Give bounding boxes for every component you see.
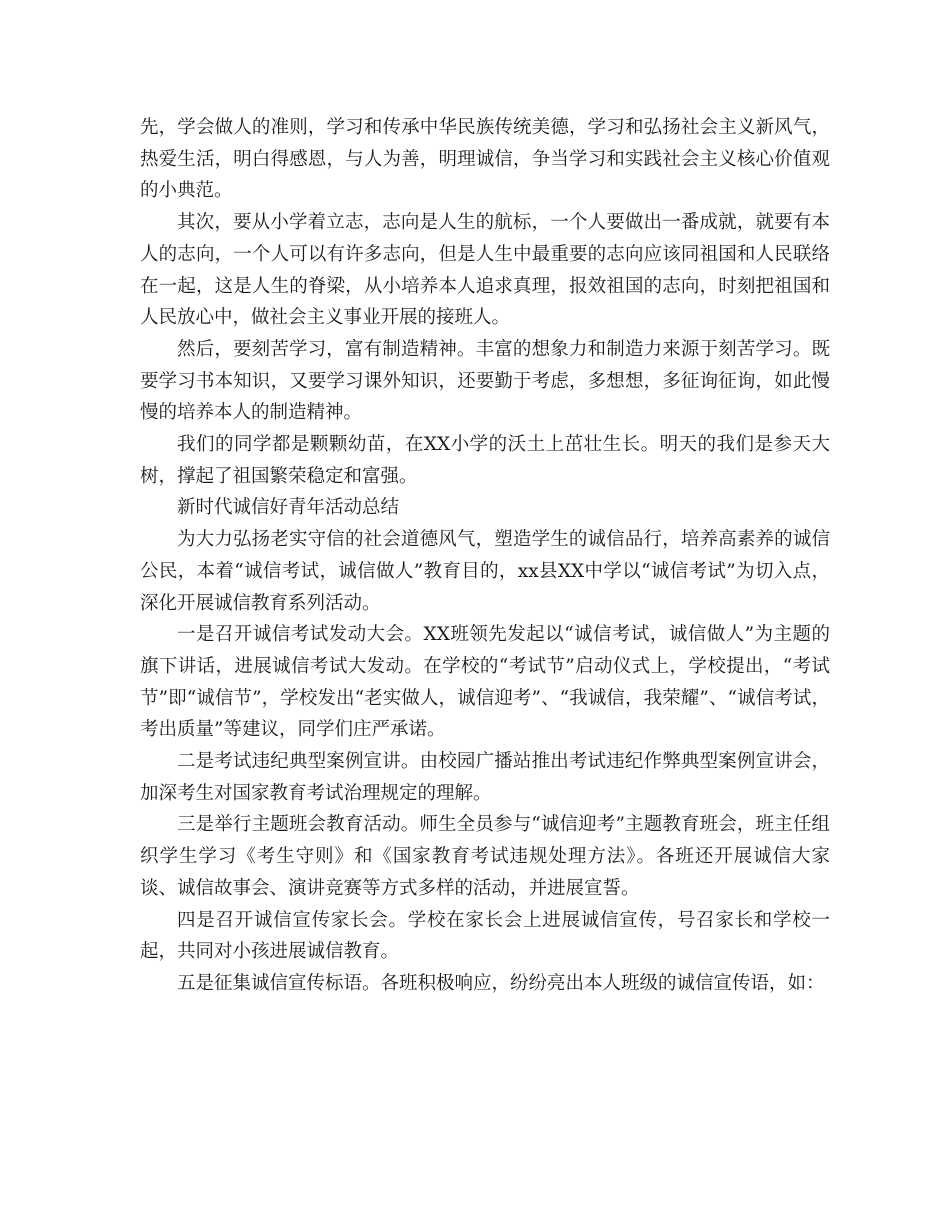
document-page xyxy=(140,112,830,1000)
paragraph-second-aspiration: 其次，要从小学着立志，志向是人生的航标，一个人要做出一番成就，就要有本人的志向，一个人可以有许多志向，但是人生中最重要的志向应该同祖国和人民联络在一起，这是人生的脊梁，从小培养本人追求真理，报效祖国的志向，时刻把祖国和人民放心中，做社会主义事业开展的接班人。 xyxy=(140,212,830,329)
paragraph-intro-continued: 先，学会做人的准则，学习和传承中华民族传统美德，学习和弘扬社会主义新风气，热爱生活，明白得感恩，与人为善，明理诚信，争当学习和实践社会主义核心价值观的小典范。 xyxy=(140,117,830,202)
section-heading: 新时代诚信好青年活动总结 xyxy=(177,497,400,519)
paragraph-item-five: 五是征集诚信宣传标语。各班积极响应，纷纷亮出本人班级的诚信宣传语，如： xyxy=(177,972,825,994)
paragraph-seedlings: 我们的同学都是颗颗幼苗，在XX小学的沃土上茁壮生长。明天的我们是参天大树，撑起了祖国繁荣稳定和富强。 xyxy=(140,434,830,487)
paragraph-item-one: 一是召开诚信考试发动大会。XX班领先发起以“诚信考试，诚信做人”为主题的旗下讲话，进展诚信考试大发动。在学校的“考试节”启动仪式上，学校提出，“考试节”即“诚信节”，学校发出“老实做人，诚信迎考”、“我诚信，我荣耀”、“诚信考试，考出质量”等建议，同学们庄严承诺。 xyxy=(140,624,830,741)
paragraph-integrity-intro: 为大力弘扬老实守信的社会道德风气，塑造学生的诚信品行，培养高素养的诚信公民，本着“诚信考试，诚信做人”教育目的，xx县XX中学以“诚信考试”为切入点，深化开展诚信教育系列活动。 xyxy=(140,529,830,614)
paragraph-item-two: 二是考试违纪典型案例宣讲。由校园广播站推出考试违纪作弊典型案例宣讲会，加深考生对国家教育考试治理规定的理解。 xyxy=(140,751,830,804)
paragraph-item-three: 三是举行主题班会教育活动。师生全员参与“诚信迎考”主题教育班会，班主任组织学生学习《考生守则》和《国家教育考试违规处理方法》。各班还开展诚信大家谈、诚信故事会、演讲竞赛等方式多样的活动，并进展宣誓。 xyxy=(140,814,830,899)
paragraph-item-four: 四是召开诚信宣传家长会。学校在家长会上进展诚信宣传，号召家长和学校一起，共同对小孩进展诚信教育。 xyxy=(140,909,830,963)
paragraph-study-creativity: 然后，要刻苦学习，富有制造精神。丰富的想象力和制造力来源于刻苦学习。既要学习书本知识，又要学习课外知识，还要勤于考虑，多想想，多征询征询，如此慢慢的培养本人的制造精神。 xyxy=(140,338,830,424)
